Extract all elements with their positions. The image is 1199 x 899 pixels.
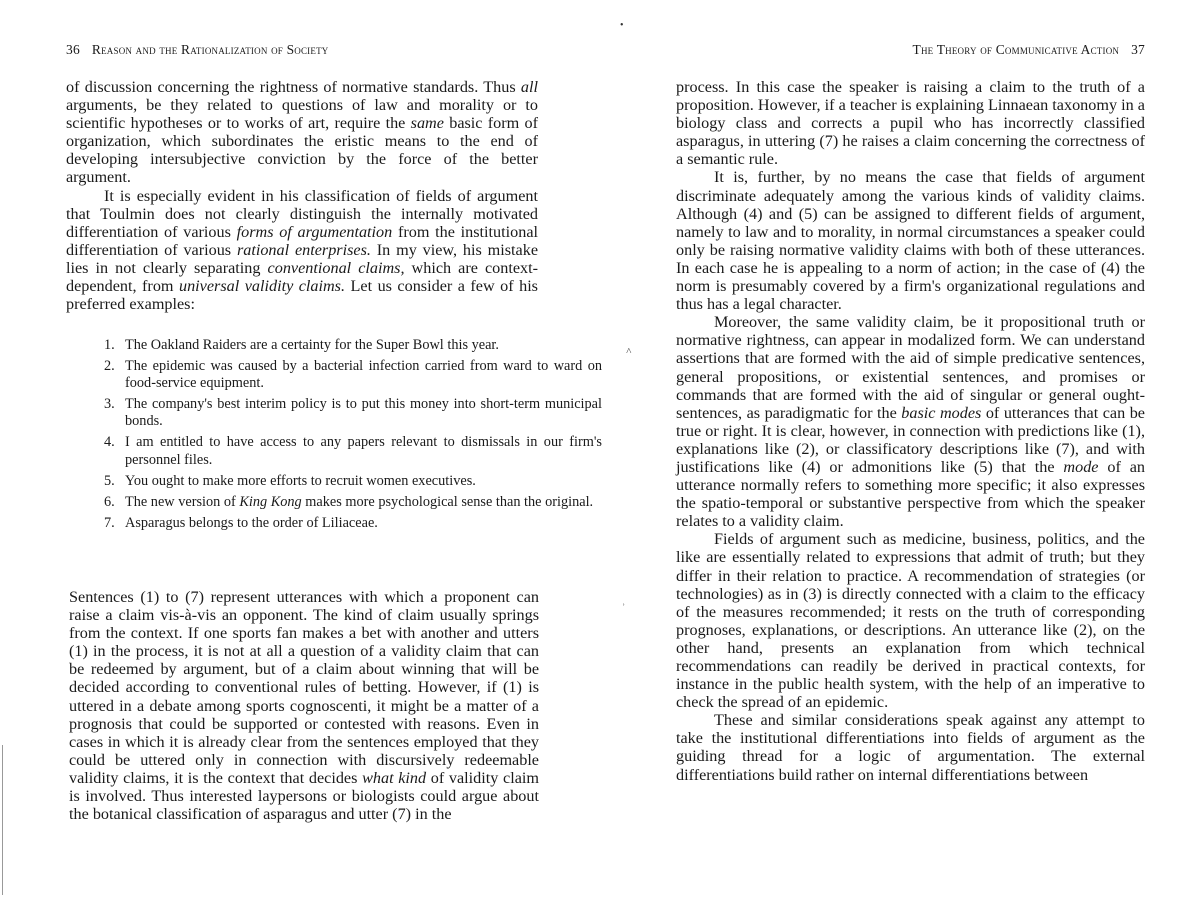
paragraph — [676, 313, 1145, 530]
italic-text: mode — [1063, 457, 1099, 476]
list-item-text — [125, 473, 476, 489]
list-item — [104, 473, 602, 490]
left-text-block-top — [66, 78, 538, 313]
list-item-number: 4. — [104, 434, 115, 451]
list-item — [104, 337, 602, 354]
text-run: These and similar considerations speak against any attempt to take the institutional differentiations into fields of argument as the guiding thread for a logic of argumentation. The external differentiations build rather on internal differentiations between — [676, 711, 1145, 784]
scan-speck: ˒ — [622, 598, 626, 609]
right-page-number: 37 — [1131, 42, 1145, 57]
paragraph — [66, 187, 538, 314]
text-run: The Oakland Raiders are a certainty for the Super Bowl this year. — [125, 337, 499, 353]
list-item-text — [125, 337, 499, 353]
right-header-title: The Theory of Communicative Action — [912, 42, 1120, 57]
text-run: Asparagus belongs to the order of Liliaceae. — [125, 514, 378, 531]
list-item — [104, 358, 602, 392]
italic-text: forms of argumentation — [236, 222, 393, 241]
text-run: The epidemic was caused by a bacterial infection carried from ward to ward on food-service equipment. — [125, 358, 602, 392]
text-run: Let us consider a few of his preferred examples: — [66, 277, 538, 314]
paragraph — [66, 78, 538, 187]
text-run: of discussion concerning the rightness of normative standards. Thus — [66, 78, 521, 96]
list-item — [104, 494, 602, 511]
scan-speck: ˄ — [626, 346, 632, 357]
text-run: Moreover, the same validity claim, be it propositional truth or normative rightness, can appear in modalized form. We can understand assertions that are formed with the aid of simple predicative sentences, general propositions, or existential sentences, and promises or commands that are formed with the aid of singular or general ought-sentences, as paradigmatic for the — [676, 313, 1145, 422]
list-item-number: 1. — [104, 337, 115, 353]
list-item-number: 2. — [104, 358, 115, 374]
italic-text: what kind — [362, 768, 427, 787]
paragraph — [676, 530, 1145, 711]
text-run: of an utterance normally refers to something more specific; it also expresses the spatio-temporal or substantive perspective from which the speaker relates to a validity claim. — [676, 457, 1145, 531]
list-item-number: 7. — [104, 514, 115, 531]
text-run: basic form of organization, which subordinates the eristic means to the end of developing intersubjective conviction by the force of the better argument. — [66, 114, 538, 187]
text-run: It is especially evident in his classification of fields of argument that Toulmin does not clearly distinguish the internally motivated differentiation of various — [66, 186, 538, 241]
text-run: of utterances that can be true or right. It is clear, however, in connection with predictions like (1), explanations like (2), or classificatory descriptions like (7), and with justifications like (4) or admonitions like (5) that the — [676, 403, 1145, 476]
list-item — [104, 515, 602, 532]
text-run: process. In this case the speaker is raising a claim to the truth of a proposition. However, if a teacher is explaining Linnaean taxonomy in a biology class and corrects a pupil who has incorrectly classified asparagus, in uttering (7) he raises a claim concerning the correctness of a semantic rule. — [676, 78, 1145, 169]
italic-text: conventional claims, — [267, 258, 405, 277]
list-item-number: 5. — [104, 472, 115, 489]
text-run: of validity claim is involved. Thus interested laypersons or biologists could argue about the botanical classification of asparagus and utter (7) in the — [69, 768, 539, 824]
italic-text: universal validity claims. — [178, 277, 346, 296]
left-page-number: 36 — [66, 42, 80, 57]
text-run: The company's best interim policy is to put this money into short-term municipal bonds. — [125, 396, 602, 430]
right-running-head — [913, 42, 1145, 58]
text-run: It is, further, by no means the case that fields of argument discriminate adequately among the various kinds of validity claims. Although (4) and (5) can be assigned to different fields of argument, namely to law and to morality, in normal circumstances a speaker could only be raising normative validity claims with both of these utterances. In each case he is appealing to a norm of action; in the case of (4) the norm is presumably covered by a firm's organizational regulations and thus has a legal character. — [676, 168, 1145, 314]
text-run: In my view, his mistake lies in not clearly separating — [66, 240, 539, 277]
list-item — [104, 396, 602, 430]
italic-text: King Kong — [239, 493, 302, 510]
left-text-block-bottom — [69, 588, 539, 823]
text-run: arguments, be they related to questions of law and morality or to scientific hypotheses or to works of art, require the — [66, 96, 538, 133]
text-run: Fields of argument such as medicine, business, politics, and the like are essentially related to expressions that admit of truth; but they differ in their relation to practice. A recommendation of strategies (or technologies) as in (3) is directly connected with a claim to the efficacy of the measures recommended; it rests on the truth of corresponding prognoses, explanations, or descriptions. An utterance like (2), on the other hand, presents an explanation from which technical recommendations can readily be derived in practical contexts, for instance in the public health system, with the help of an imperative to check the spread of an epidemic. — [676, 530, 1145, 712]
text-run: I am entitled to have access to any papers relevant to dismissals in our firm's personnel files. — [125, 434, 602, 468]
text-run: which are context-dependent, from — [66, 258, 539, 296]
text-run: You ought to make more efforts to recruit women executives. — [125, 472, 476, 489]
paragraph — [676, 78, 1145, 168]
list-item-number: 6. — [104, 493, 115, 510]
italic-text: same — [410, 114, 444, 133]
paragraph — [676, 168, 1145, 313]
scan-edge-line — [2, 745, 3, 895]
left-header-title: Reason and the Rationalization of Society — [91, 42, 329, 57]
list-item-text — [125, 515, 378, 531]
list-item — [104, 434, 602, 468]
text-run: makes more psychological sense than the original. — [301, 493, 594, 510]
list-item-text — [125, 494, 593, 510]
paragraph — [676, 711, 1145, 783]
scan-speck: • — [620, 20, 624, 31]
list-item-text — [125, 434, 602, 467]
example-list — [104, 337, 602, 536]
text-run: from the institutional differentiation of various — [66, 222, 538, 259]
list-item-text — [125, 396, 602, 429]
italic-text: all — [520, 78, 538, 96]
right-text-block — [676, 78, 1145, 784]
paragraph — [69, 588, 539, 823]
list-item-text — [125, 358, 602, 391]
italic-text: basic modes — [901, 403, 982, 422]
italic-text: rational enterprises. — [236, 240, 371, 259]
list-item-number: 3. — [104, 396, 115, 413]
text-run: The new version of — [125, 493, 240, 510]
text-run: Sentences (1) to (7) represent utterances with which a proponent can raise a claim vis-à-vis an opponent. The kind of claim usually springs from the context. If one sports fan makes a bet with another and utters (1) in the process, it is not at all a question of a validity claim that can be redeemed by argument, but of a claim about winning that will be decided according to conventional rules of betting. However, if (1) is uttered in a debate among sports cognoscenti, it might be a matter of a prognosis that could be supported or contested with reasons. Even in cases in which it is already clear from the sentences employed that they could be uttered only in connection with discursively redeemable validity claims, it is the context that decides — [69, 588, 539, 787]
left-running-head — [66, 42, 328, 58]
